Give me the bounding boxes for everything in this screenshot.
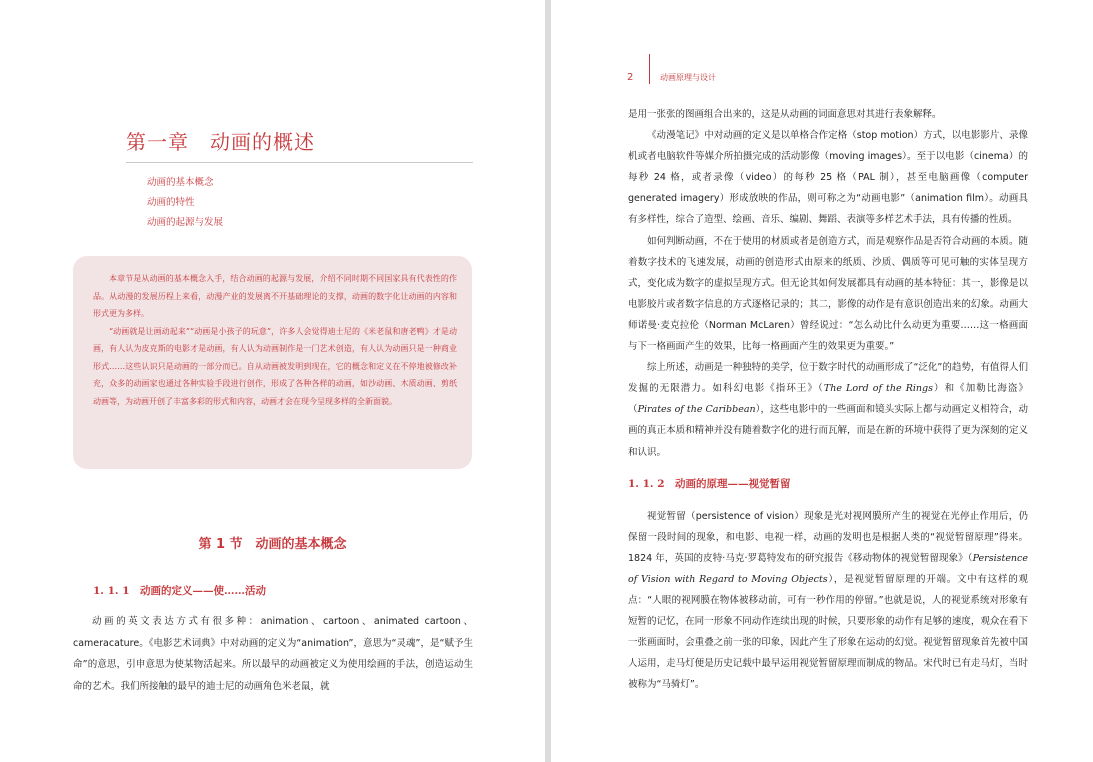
left-page [0, 0, 545, 762]
right-page [551, 0, 1093, 762]
body-paragraph: 视觉暂留（persistence of vision）现象是光对视网膜所产生的视觉在光停止作用后，仍保留一段时间的现象，和电影、电视一样，动画的发明也是根据人类的“视觉暂留原理”得来。1824 年，英国的皮特·马克·罗葛特发布的研究报告《移动物体的视觉暂留现象》（Persistence of Vision with Regard to Moving Objects），是视觉暂留原理的开端。文中有这样的观点：“人眼的视网膜在物体被移动前，可有一秒作用的停留。”也就是说，人的视觉系统对形象有短暂的记忆，在同一形象不同动作连续出现的时候，只要形象的动作有足够的速度，观众在看下一张画面时，会重叠之前一张的印象，因此产生了形象在运动的幻觉。视觉暂留现象首先被中国人运用，走马灯便是历史记载中最早运用视觉暂留原理而制成的物品。宋代时已有走马灯，当时被称为“马骑灯”。 [628, 510, 1028, 691]
subsection-heading: 1. 1. 1 动画的定义——使……活动 [93, 585, 267, 597]
body-text [628, 104, 1028, 696]
header-divider [649, 54, 650, 84]
running-header-title: 动画原理与设计 [660, 72, 716, 82]
toc-item: 动画的基本概念 [147, 177, 214, 188]
body-paragraph: 是用一张张的图画组合出来的，这是从动画的词面意思对其进行表象解释。 [628, 109, 942, 120]
chapter-title: 第一章 动画的概述 [126, 130, 315, 154]
intro-paragraph: 本章节是从动画的基本概念入手，结合动画的起源与发展，介绍不同时期不同国家具有代表性的作品。从动漫的发展历程上来看，动漫产业的发展离不开基础理论的支撑，动画的数字化让动画的内容和形式更为多样。 [93, 274, 457, 318]
chapter-intro-box [73, 256, 472, 469]
subsection-heading: 1. 1. 2 动画的原理——视觉暂留 [628, 477, 791, 490]
body-paragraph: 如何判断动画，不在于使用的材质或者是创造方式，而是观察作品是否符合动画的本质。随着数字技术的飞速发展，动画的创造形式由原来的纸质、沙质、偶质等可见可触的实体呈现方式，变化成为数字的虚拟呈现方式。但无论其如何发展都具有动画的基本特征：其一，影像是以电影胶片或者数字信息的方式逐格记录的；其二，影像的动作是有意识创造出来的幻象。动画大师诺曼·麦克拉伦（Norman McLaren）曾经说过：“怎么动比什么动更为重要……这一格画面与下一格画面产生的效果，比每一格画面产生的效果更为重要。” [628, 235, 1028, 353]
toc-item: 动画的特性 [147, 197, 195, 208]
body-text [73, 611, 473, 698]
intro-paragraph: “动画就是让画动起来”“动画是小孩子的玩意”，许多人会觉得迪士尼的《米老鼠和唐老鸭》才是动画，有人认为皮克斯的电影才是动画，有人认为动画制作是一门艺术创造，有人认为动画只是一种商业形式……这些认识只是动画的一部分而已。自从动画被发明到现在，它的概念和定义在不停地被修改补充，众多的动画家也通过各种实验手段进行创作，形成了各种各样的动画，如沙动画、木质动画、剪纸动画等，为动画开创了丰富多彩的形式和内容，动画才会在现今呈现多样的全新面貌。 [93, 326, 457, 406]
toc-item: 动画的起源与发展 [147, 217, 224, 228]
running-header [627, 68, 716, 86]
chapter-title-rule [126, 162, 473, 163]
body-paragraph: 《动漫笔记》中对动画的定义是以单格合作定格（stop motion）方式，以电影影片、录像机或者电脑软件等媒介所拍摄完成的活动影像（moving images）。至于以电影（cinema）的每秒 24 格，或者录像（video）的每秒 25 格（PAL 制），甚至电脑画像（computer generated imagery）形成放映的作品，则可称之为“动画电影”（animation film）。动画具有多样性，综合了造型、绘画、音乐、编剧、舞蹈、表演等多样艺术手法，具有传播的性质。 [628, 130, 1028, 226]
chapter-contents-list [147, 176, 223, 236]
body-paragraph: 综上所述，动画是一种独特的美学，位于数字时代的动画形成了“泛化”的趋势，有值得人们发掘的无限潜力。如科幻电影《指环王》（The Lord of the Rings）和《加勒比海盗》（Pirates of the Caribbean），这些电影中的一些画面和镜头实际上都与动画定义相符合，动画的真正本质和精神并没有随着数字化的进行而瓦解，而是在新的环境中获得了更为深刻的定义和认识。 [628, 362, 1028, 458]
page-number: 2 [627, 71, 634, 83]
body-paragraph: 动画的英文表达方式有很多种：animation、cartoon、animated cartoon、cameracature。《电影艺术词典》中对动画的定义为“animation”，意思为“灵魂”，是“赋予生命”的意思，引申意思为使某物活起来。所以最早的动画被定义为使用绘画的手法，创造运动生命的艺术。我们所接触的最早的迪士尼的动画角色米老鼠，就 [73, 616, 473, 693]
section-heading: 第 1 节 动画的基本概念 [198, 537, 347, 552]
chapter-intro-text [93, 270, 457, 410]
